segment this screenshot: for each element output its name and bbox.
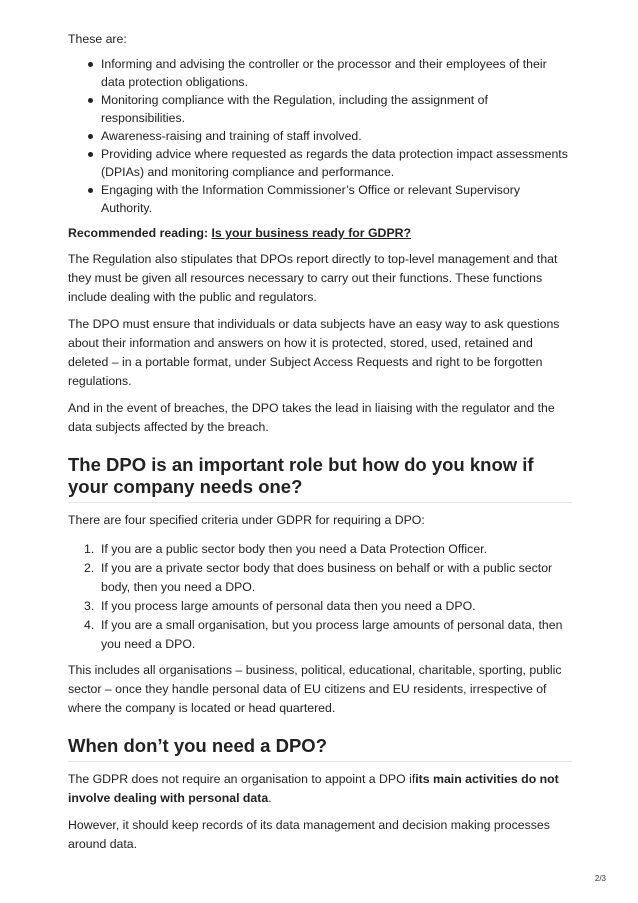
list-number: 3.: [84, 599, 95, 613]
list-item: Providing advice where requested as regards the data protection impact assessments (DPIAs) and monitoring compliance and performance.: [101, 145, 572, 181]
list-item-text: If you are a public sector body then you need a Data Protection Officer.: [101, 542, 487, 556]
paragraph-text: .: [268, 791, 272, 805]
paragraph-bold-text: its main activities do not involve dealing with personal data: [68, 772, 559, 805]
list-number: 4.: [84, 618, 95, 632]
list-item: Awareness-raising and training of staff involved.: [101, 127, 572, 145]
paragraph: The DPO must ensure that individuals or data subjects have an easy way to ask questions about their information and answers on how it is protected, stored, used, retained and deleted – in a portable format, under Subject Access Requests and right to be forgotten regulations.: [68, 317, 560, 388]
list-item-text: If you are a private sector body that does business on behalf or with a public sector body, then you need a DPO.: [101, 561, 553, 594]
list-number: 1.: [84, 542, 95, 556]
paragraph: [68, 770, 572, 808]
criteria-intro: There are four specified criteria under GDPR for requiring a DPO:: [68, 513, 425, 527]
list-item-text: If you are a small organisation, but you process large amounts of personal data, then you need a DPO.: [101, 618, 563, 651]
list-item: Informing and advising the controller or the processor and their employees of their data protection obligations.: [101, 55, 572, 91]
list-item-text: If you process large amounts of personal data then you need a DPO.: [101, 599, 476, 613]
paragraph-text: The GDPR does not require an organisation to appoint a DPO if: [68, 772, 416, 786]
list-item: [84, 597, 572, 616]
page-number: 2/3: [594, 874, 606, 883]
list-item: [84, 540, 572, 559]
recommended-reading-link[interactable]: Is your business ready for GDPR?: [211, 226, 412, 240]
list-item: [84, 559, 572, 597]
recommended-reading: [68, 224, 572, 243]
paragraph: The Regulation also stipulates that DPOs report directly to top-level management and that they must be given all resources necessary to carry out their functions. These functions include dealing with the public and regulators.: [68, 252, 558, 304]
criteria-list: [68, 540, 572, 654]
paragraph: This includes all organisations – business, political, educational, charitable, sporting, public sector – once they handle personal data of EU citizens and EU residents, irrespective of where the company is located or head quartered.: [68, 663, 562, 715]
section-heading: When don’t you need a DPO?: [68, 735, 572, 762]
document-page: [68, 30, 572, 862]
paragraph: And in the event of breaches, the DPO takes the lead in liaising with the regulator and the data subjects affected by the breach.: [68, 401, 555, 434]
recommended-reading-label: Recommended reading:: [68, 226, 212, 240]
paragraph: However, it should keep records of its data management and decision making processes around data.: [68, 818, 550, 851]
list-item: Monitoring compliance with the Regulation, including the assignment of responsibilities.: [101, 91, 572, 127]
section-heading: The DPO is an important role but how do you know if your company needs one?: [68, 454, 572, 503]
dpo-tasks-list: [68, 55, 572, 217]
list-number: 2.: [84, 561, 95, 575]
list-item: [84, 616, 572, 654]
list-item: Engaging with the Information Commissioner’s Office or relevant Supervisory Authority.: [101, 181, 572, 217]
intro-text: These are:: [68, 32, 127, 46]
